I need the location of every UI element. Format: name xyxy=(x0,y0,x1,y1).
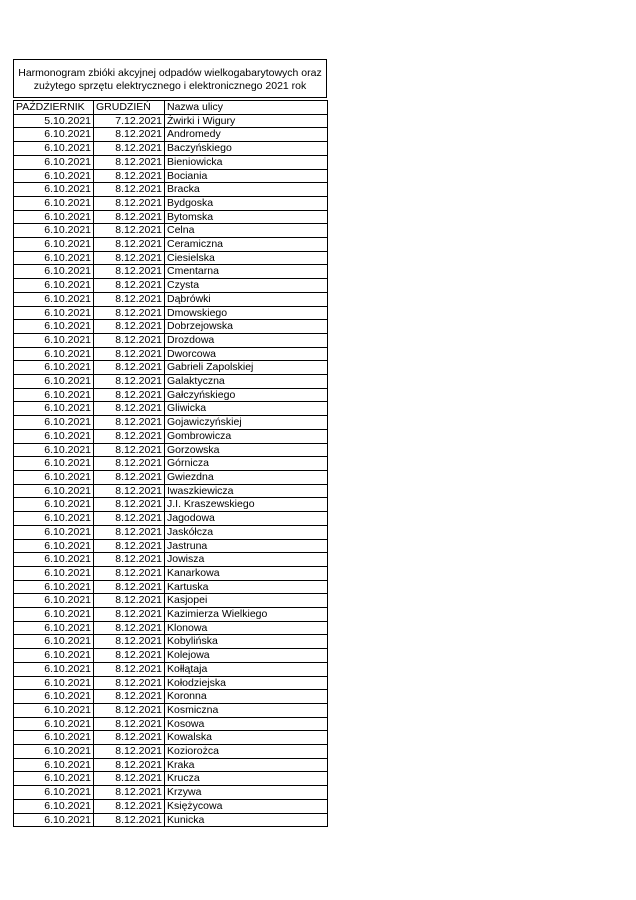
october-date-cell: 6.10.2021 xyxy=(14,183,94,197)
street-name-cell: Kołłątaja xyxy=(165,662,328,676)
table-row xyxy=(14,429,328,443)
street-name-cell: Baczyńskiego xyxy=(165,142,328,156)
street-name-cell: Dąbrówki xyxy=(165,292,328,306)
october-date-cell: 6.10.2021 xyxy=(14,512,94,526)
december-date-cell: 8.12.2021 xyxy=(94,347,165,361)
october-date-cell: 6.10.2021 xyxy=(14,470,94,484)
street-name-cell: Kosowa xyxy=(165,717,328,731)
october-date-cell: 6.10.2021 xyxy=(14,347,94,361)
document-title xyxy=(13,59,327,98)
december-date-cell: 8.12.2021 xyxy=(94,238,165,252)
column-header-december: GRUDZIEŃ xyxy=(94,101,165,115)
street-name-cell: Górnicza xyxy=(165,457,328,471)
table-row xyxy=(14,361,328,375)
october-date-cell: 6.10.2021 xyxy=(14,320,94,334)
street-name-cell: Bociania xyxy=(165,169,328,183)
table-row xyxy=(14,333,328,347)
table-row xyxy=(14,375,328,389)
table-row xyxy=(14,402,328,416)
street-name-cell: Krucza xyxy=(165,772,328,786)
street-name-cell: Jagodowa xyxy=(165,512,328,526)
december-date-cell: 8.12.2021 xyxy=(94,580,165,594)
table-row xyxy=(14,388,328,402)
table-header-row xyxy=(14,101,328,115)
december-date-cell: 8.12.2021 xyxy=(94,169,165,183)
december-date-cell: 8.12.2021 xyxy=(94,498,165,512)
table-row xyxy=(14,484,328,498)
october-date-cell: 6.10.2021 xyxy=(14,402,94,416)
street-name-cell: Drozdowa xyxy=(165,333,328,347)
street-name-cell: Czysta xyxy=(165,279,328,293)
street-name-cell: Bieniowicka xyxy=(165,155,328,169)
column-header-october: PAŹDZIERNIK xyxy=(14,101,94,115)
october-date-cell: 6.10.2021 xyxy=(14,128,94,142)
december-date-cell: 8.12.2021 xyxy=(94,649,165,663)
table-row xyxy=(14,347,328,361)
table-row xyxy=(14,416,328,430)
table-row xyxy=(14,498,328,512)
street-name-cell: Celna xyxy=(165,224,328,238)
december-date-cell: 8.12.2021 xyxy=(94,320,165,334)
street-name-cell: Kasjopei xyxy=(165,594,328,608)
october-date-cell: 6.10.2021 xyxy=(14,703,94,717)
street-name-cell: Kowalska xyxy=(165,731,328,745)
street-name-cell: Krzywa xyxy=(165,786,328,800)
october-date-cell: 6.10.2021 xyxy=(14,279,94,293)
street-name-cell: J.I. Kraszewskiego xyxy=(165,498,328,512)
december-date-cell: 8.12.2021 xyxy=(94,210,165,224)
december-date-cell: 8.12.2021 xyxy=(94,375,165,389)
october-date-cell: 6.10.2021 xyxy=(14,608,94,622)
street-name-cell: Dmowskiego xyxy=(165,306,328,320)
october-date-cell: 6.10.2021 xyxy=(14,375,94,389)
december-date-cell: 8.12.2021 xyxy=(94,608,165,622)
table-row xyxy=(14,292,328,306)
december-date-cell: 8.12.2021 xyxy=(94,703,165,717)
october-date-cell: 6.10.2021 xyxy=(14,169,94,183)
december-date-cell: 8.12.2021 xyxy=(94,594,165,608)
table-row xyxy=(14,662,328,676)
october-date-cell: 6.10.2021 xyxy=(14,210,94,224)
table-row xyxy=(14,114,328,128)
street-name-cell: Cmentarna xyxy=(165,265,328,279)
table-row xyxy=(14,320,328,334)
december-date-cell: 8.12.2021 xyxy=(94,813,165,827)
table-body xyxy=(14,114,328,827)
october-date-cell: 6.10.2021 xyxy=(14,799,94,813)
table-row xyxy=(14,635,328,649)
title-line-2: zużytego sprzętu elektrycznego i elektronicznego 2021 rok xyxy=(33,79,307,92)
street-name-cell: Kolejowa xyxy=(165,649,328,663)
december-date-cell: 8.12.2021 xyxy=(94,292,165,306)
october-date-cell: 6.10.2021 xyxy=(14,443,94,457)
october-date-cell: 6.10.2021 xyxy=(14,361,94,375)
table-row xyxy=(14,196,328,210)
december-date-cell: 8.12.2021 xyxy=(94,484,165,498)
october-date-cell: 6.10.2021 xyxy=(14,429,94,443)
street-name-cell: Klonowa xyxy=(165,621,328,635)
december-date-cell: 8.12.2021 xyxy=(94,786,165,800)
october-date-cell: 6.10.2021 xyxy=(14,731,94,745)
october-date-cell: 6.10.2021 xyxy=(14,786,94,800)
street-name-cell: Gombrowicza xyxy=(165,429,328,443)
december-date-cell: 8.12.2021 xyxy=(94,512,165,526)
december-date-cell: 8.12.2021 xyxy=(94,265,165,279)
december-date-cell: 8.12.2021 xyxy=(94,361,165,375)
street-name-cell: Jastruna xyxy=(165,539,328,553)
table-row xyxy=(14,224,328,238)
october-date-cell: 6.10.2021 xyxy=(14,306,94,320)
december-date-cell: 8.12.2021 xyxy=(94,183,165,197)
table-row xyxy=(14,539,328,553)
october-date-cell: 6.10.2021 xyxy=(14,525,94,539)
october-date-cell: 6.10.2021 xyxy=(14,758,94,772)
street-name-cell: Gabrieli Zapolskiej xyxy=(165,361,328,375)
october-date-cell: 6.10.2021 xyxy=(14,238,94,252)
street-name-cell: Kołodziejska xyxy=(165,676,328,690)
table-row xyxy=(14,525,328,539)
table-row xyxy=(14,786,328,800)
street-name-cell: Ceramiczna xyxy=(165,238,328,252)
table-row xyxy=(14,608,328,622)
october-date-cell: 6.10.2021 xyxy=(14,333,94,347)
table-row xyxy=(14,457,328,471)
table-row xyxy=(14,443,328,457)
table-row xyxy=(14,169,328,183)
december-date-cell: 8.12.2021 xyxy=(94,128,165,142)
street-name-cell: Ciesielska xyxy=(165,251,328,265)
street-name-cell: Koziorożca xyxy=(165,745,328,759)
december-date-cell: 8.12.2021 xyxy=(94,772,165,786)
december-date-cell: 8.12.2021 xyxy=(94,251,165,265)
street-name-cell: Księżycowa xyxy=(165,799,328,813)
schedule-sheet xyxy=(13,59,327,827)
december-date-cell: 8.12.2021 xyxy=(94,525,165,539)
table-row xyxy=(14,690,328,704)
december-date-cell: 8.12.2021 xyxy=(94,224,165,238)
table-row xyxy=(14,580,328,594)
table-row xyxy=(14,717,328,731)
street-name-cell: Jowisza xyxy=(165,553,328,567)
street-name-cell: Kazimierza Wielkiego xyxy=(165,608,328,622)
december-date-cell: 8.12.2021 xyxy=(94,717,165,731)
october-date-cell: 6.10.2021 xyxy=(14,676,94,690)
october-date-cell: 6.10.2021 xyxy=(14,635,94,649)
street-name-cell: Kunicka xyxy=(165,813,328,827)
table-row xyxy=(14,758,328,772)
october-date-cell: 6.10.2021 xyxy=(14,251,94,265)
october-date-cell: 6.10.2021 xyxy=(14,142,94,156)
october-date-cell: 6.10.2021 xyxy=(14,484,94,498)
street-name-cell: Dobrzejowska xyxy=(165,320,328,334)
table-row xyxy=(14,265,328,279)
december-date-cell: 8.12.2021 xyxy=(94,676,165,690)
december-date-cell: 8.12.2021 xyxy=(94,155,165,169)
december-date-cell: 8.12.2021 xyxy=(94,470,165,484)
december-date-cell: 8.12.2021 xyxy=(94,142,165,156)
december-date-cell: 8.12.2021 xyxy=(94,635,165,649)
table-row xyxy=(14,512,328,526)
december-date-cell: 8.12.2021 xyxy=(94,416,165,430)
table-row xyxy=(14,210,328,224)
street-name-cell: Bracka xyxy=(165,183,328,197)
december-date-cell: 8.12.2021 xyxy=(94,799,165,813)
october-date-cell: 6.10.2021 xyxy=(14,566,94,580)
street-name-cell: Andromedy xyxy=(165,128,328,142)
table-row xyxy=(14,799,328,813)
table-row xyxy=(14,251,328,265)
street-name-cell: Kobylińska xyxy=(165,635,328,649)
october-date-cell: 6.10.2021 xyxy=(14,649,94,663)
table-row xyxy=(14,566,328,580)
october-date-cell: 6.10.2021 xyxy=(14,745,94,759)
october-date-cell: 6.10.2021 xyxy=(14,772,94,786)
december-date-cell: 8.12.2021 xyxy=(94,621,165,635)
october-date-cell: 6.10.2021 xyxy=(14,662,94,676)
street-name-cell: Bytomska xyxy=(165,210,328,224)
street-name-cell: Kanarkowa xyxy=(165,566,328,580)
october-date-cell: 6.10.2021 xyxy=(14,498,94,512)
december-date-cell: 8.12.2021 xyxy=(94,731,165,745)
october-date-cell: 6.10.2021 xyxy=(14,813,94,827)
december-date-cell: 8.12.2021 xyxy=(94,553,165,567)
table-row xyxy=(14,306,328,320)
street-name-cell: Galaktyczna xyxy=(165,375,328,389)
street-name-cell: Kraka xyxy=(165,758,328,772)
december-date-cell: 8.12.2021 xyxy=(94,402,165,416)
street-name-cell: Iwaszkiewicza xyxy=(165,484,328,498)
street-name-cell: Żwirki i Wigury xyxy=(165,114,328,128)
street-name-cell: Gwiezdna xyxy=(165,470,328,484)
table-row xyxy=(14,238,328,252)
table-row xyxy=(14,594,328,608)
october-date-cell: 6.10.2021 xyxy=(14,539,94,553)
december-date-cell: 8.12.2021 xyxy=(94,306,165,320)
street-name-cell: Kartuska xyxy=(165,580,328,594)
december-date-cell: 8.12.2021 xyxy=(94,566,165,580)
december-date-cell: 8.12.2021 xyxy=(94,745,165,759)
street-name-cell: Gliwicka xyxy=(165,402,328,416)
table-row xyxy=(14,703,328,717)
december-date-cell: 8.12.2021 xyxy=(94,443,165,457)
street-name-cell: Koronna xyxy=(165,690,328,704)
street-name-cell: Gałczyńskiego xyxy=(165,388,328,402)
october-date-cell: 6.10.2021 xyxy=(14,265,94,279)
table-row xyxy=(14,813,328,827)
table-row xyxy=(14,142,328,156)
table-row xyxy=(14,553,328,567)
table-row xyxy=(14,470,328,484)
october-date-cell: 6.10.2021 xyxy=(14,594,94,608)
table-row xyxy=(14,772,328,786)
table-row xyxy=(14,676,328,690)
december-date-cell: 8.12.2021 xyxy=(94,388,165,402)
table-row xyxy=(14,279,328,293)
october-date-cell: 6.10.2021 xyxy=(14,196,94,210)
street-name-cell: Dworcowa xyxy=(165,347,328,361)
october-date-cell: 6.10.2021 xyxy=(14,292,94,306)
table-row xyxy=(14,745,328,759)
table-row xyxy=(14,155,328,169)
table-row xyxy=(14,731,328,745)
street-name-cell: Gorzowska xyxy=(165,443,328,457)
december-date-cell: 8.12.2021 xyxy=(94,333,165,347)
october-date-cell: 6.10.2021 xyxy=(14,224,94,238)
december-date-cell: 8.12.2021 xyxy=(94,662,165,676)
october-date-cell: 6.10.2021 xyxy=(14,416,94,430)
december-date-cell: 8.12.2021 xyxy=(94,539,165,553)
street-name-cell: Bydgoska xyxy=(165,196,328,210)
december-date-cell: 8.12.2021 xyxy=(94,196,165,210)
table-row xyxy=(14,128,328,142)
december-date-cell: 8.12.2021 xyxy=(94,457,165,471)
october-date-cell: 6.10.2021 xyxy=(14,457,94,471)
column-header-street: Nazwa ulicy xyxy=(165,101,328,115)
october-date-cell: 5.10.2021 xyxy=(14,114,94,128)
table-row xyxy=(14,183,328,197)
street-name-cell: Jaskółcza xyxy=(165,525,328,539)
october-date-cell: 6.10.2021 xyxy=(14,155,94,169)
table-row xyxy=(14,649,328,663)
schedule-table xyxy=(13,100,328,827)
table-row xyxy=(14,621,328,635)
december-date-cell: 8.12.2021 xyxy=(94,279,165,293)
december-date-cell: 7.12.2021 xyxy=(94,114,165,128)
october-date-cell: 6.10.2021 xyxy=(14,621,94,635)
december-date-cell: 8.12.2021 xyxy=(94,690,165,704)
street-name-cell: Gojawiczyńskiej xyxy=(165,416,328,430)
street-name-cell: Kosmiczna xyxy=(165,703,328,717)
october-date-cell: 6.10.2021 xyxy=(14,388,94,402)
december-date-cell: 8.12.2021 xyxy=(94,758,165,772)
october-date-cell: 6.10.2021 xyxy=(14,717,94,731)
october-date-cell: 6.10.2021 xyxy=(14,553,94,567)
december-date-cell: 8.12.2021 xyxy=(94,429,165,443)
october-date-cell: 6.10.2021 xyxy=(14,580,94,594)
october-date-cell: 6.10.2021 xyxy=(14,690,94,704)
title-line-1: Harmonogram zbióki akcyjnej odpadów wielkogabarytowych oraz xyxy=(18,66,322,79)
